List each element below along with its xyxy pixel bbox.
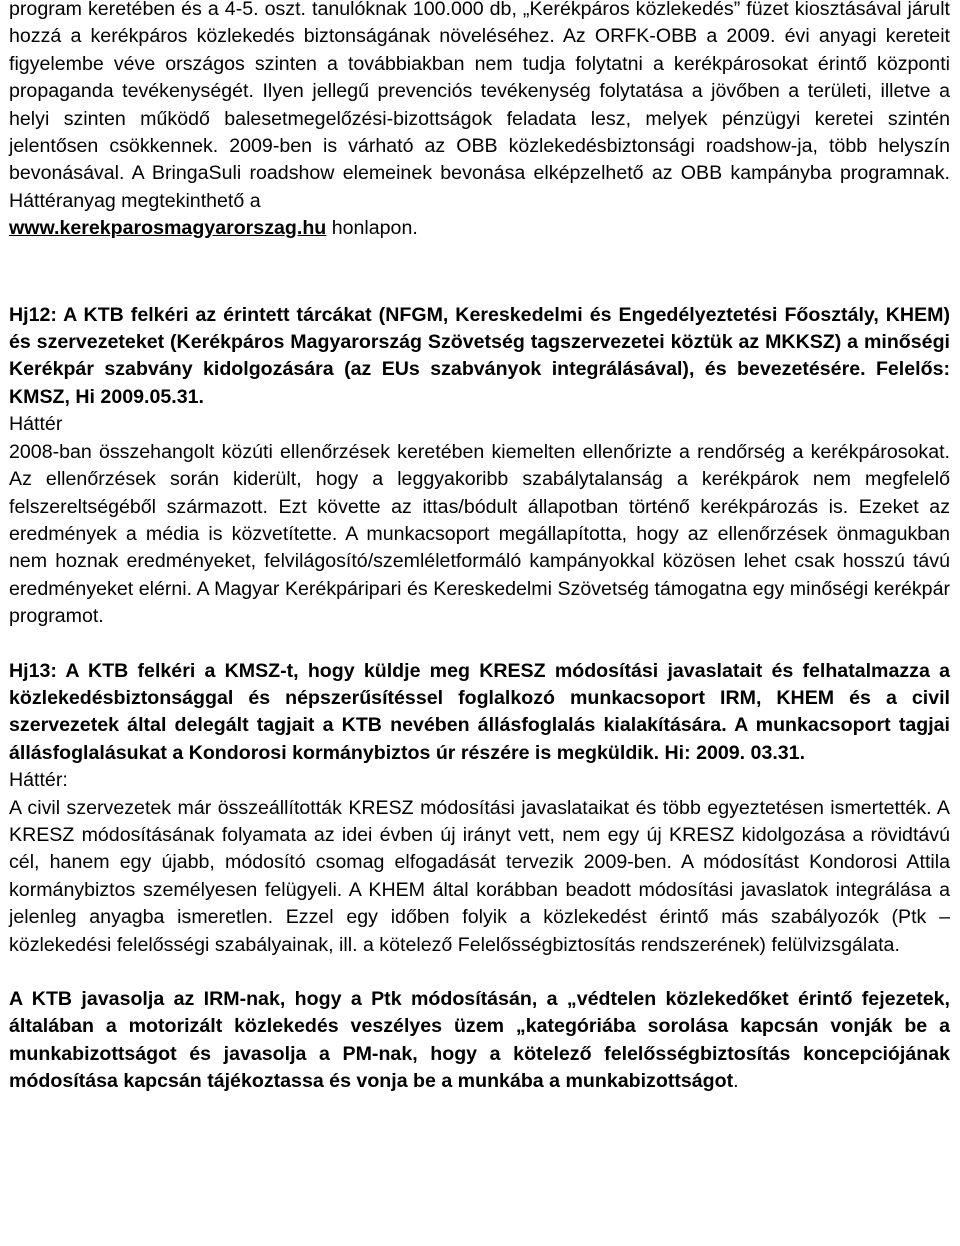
intro-text: program keretében és a 4-5. oszt. tanulóknak 100.000 db, „Kerékpáros közlekedés” füzet kiosztásával járult hozzá a kerékpáros közlekedés biztonságának növeléséhez. Az ORFK-OBB a 2009. évi anyagi kereteit figyelembe véve országos szinten a továbbiakban nem tudja folytatni a kerékpárosokat érintő központi propaganda tevékenységét. Ilyen jellegű prevenciós tevékenység folytatása a jövőben a területi, illetve a helyi szinten működő balesetmegelőzési-bizottságok feladata lesz, melyek pénzügyi keretei szintén jelentősen csökkennek. 2009-ben is várható az OBB közlekedésbiztonsági roadshow-ja, több helyszín bevonásával. A BringaSuli roadshow elemeinek bevonása elképzelhető az OBB kampányba programnak. Háttéranyag megtekinthető a <box>9 0 950 212</box>
hj12-background-body: 2008-ban összehangolt közúti ellenőrzések keretében kiemelten ellenőrizte a rendőrség a kerékpárosokat. Az ellenőrzések során kiderült, hogy a leggyakoribb szabálytalanság a kerékpárok nem megfelelő felszereltségéből származott. Ezt követte az ittas/bódult állapotban történő kerékpározás is. Ezeket az eredmények a média is közvetítette. A munkacsoport megállapította, hogy az ellenőrzések önmagukban nem hoznak eredményeket, felvilágosító/szemléletformáló kampányokkal közösen lehet csak hosszú távú eredményeket elérni. A Magyar Kerékpáripari és Kereskedelmi Szövetség támogatna egy minőségi kerékpár programot. <box>9 440 950 628</box>
hj13-background-body: A civil szervezetek már összeállították KRESZ módosítási javaslataikat és több egyeztetésen ismertették. A KRESZ módosításának folyamata az idei évben új irányt vett, nem egy új KRESZ kidolgozása a rövidtávú cél, hanem egy újabb, módosító csomag elfogadását tervezik 2009-ben. A módosítást Kondorosi Attila kormánybiztos személyesen felügyeli. A KHEM által korábban beadott módosítási javaslatok integrálása a jelenleg anyagba ismeretlen. Ezzel egy időben folyik a közlekedést érintő más szabályozók (Ptk – közlekedési felelősségi szabályainak, ill. a kötelező Felelősségbiztosítás rendszerének) felülvizsgálata. <box>9 796 950 956</box>
intro-text-end: honlapon. <box>326 217 418 240</box>
document-page <box>9 0 950 1096</box>
recommendation-end: . <box>733 1070 739 1093</box>
section-gap <box>9 243 950 302</box>
section-gap <box>9 959 950 986</box>
recommendation-text: A KTB javasolja az IRM-nak, hogy a Ptk módosításán, a „védtelen közlekedőket érintő fejezetek, általában a motorizált közlekedés veszélyes üzem „kategóriába sorolása kapcsán vonják be a munkabizottságot és javasolja a PM-nak, hogy a kötelező felelősségbiztosítás koncepciójának módosítása kapcsán tájékoztassa és vonja be a munkába a munkabizottságot <box>9 988 950 1093</box>
intro-paragraph <box>9 0 950 243</box>
section-gap <box>9 631 950 658</box>
recommendation-paragraph <box>9 986 950 1096</box>
hj13-background-label: Háttér: <box>9 769 68 792</box>
website-link[interactable]: www.kerekparosmagyarorszag.hu <box>9 217 327 240</box>
hj12-heading: Hj12: A KTB felkéri az érintett tárcákat (NFGM, Kereskedelmi és Engedélyeztetési Főosztály, KHEM) és szervezeteket (Kerékpáros Magyarország Szövetség tagszervezetei köztük az MKKSZ) a minőségi Kerékpár szabvány kidolgozására (az EUs szabványok integrálásával), és bevezetésére. Felelős: KMSZ, Hi 2009.05.31. <box>9 303 950 408</box>
hj13-heading: Hj13: A KTB felkéri a KMSZ-t, hogy küldje meg KRESZ módosítási javaslatait és felhatalmazza a közlekedésbiztonsággal és népszerűsítéssel foglalkozó munkacsoport IRM, KHEM és a civil szervezetek által delegált tagjait a KTB nevében állásfoglalás kialakítására. A munkacsoport tagjai állásfoglalásukat a Kondorosi kormánybiztos úr részére is megküldik. Hi: 2009. 03.31. <box>9 659 950 764</box>
hj12-background-label: Háttér <box>9 413 63 436</box>
